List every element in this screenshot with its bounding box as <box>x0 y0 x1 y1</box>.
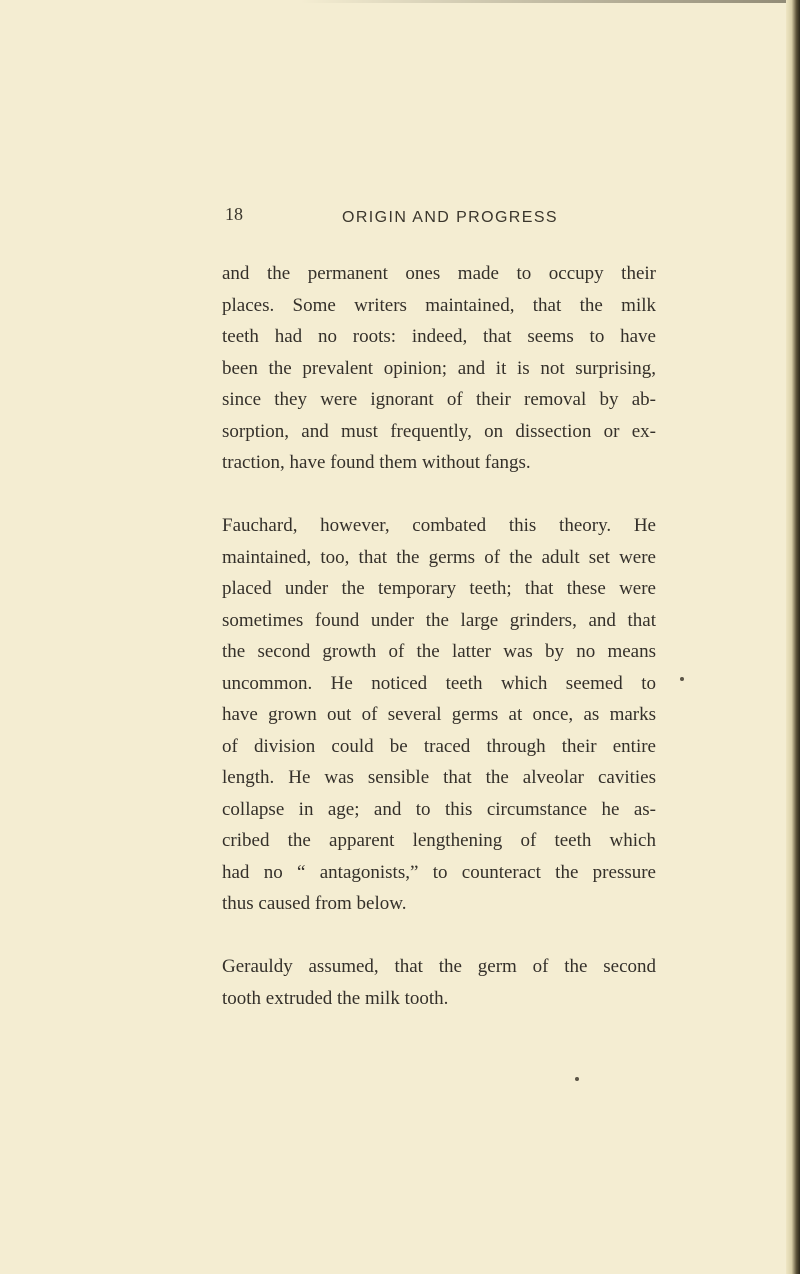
paragraph-1 <box>222 258 656 479</box>
text-line: collapse in age; and to this circumstance he as- <box>222 798 656 820</box>
page-top-shadow <box>300 0 800 3</box>
paragraph-2 <box>222 510 656 920</box>
text-line: cribed the apparent lengthening of teeth which <box>222 830 656 851</box>
text-line: tooth extruded the milk tooth. <box>222 987 449 1009</box>
text-line: the second growth of the latter was by no means <box>222 641 656 662</box>
page-number: 18 <box>225 204 243 224</box>
text-line: Gerauldy assumed, that the germ of the second <box>222 956 656 977</box>
text-line: had no “ antagonists,” to counteract the pressure <box>222 861 656 883</box>
paper-speck <box>680 677 684 681</box>
text-line: since they were ignorant of their removal by ab- <box>222 389 656 410</box>
text-line: placed under the temporary teeth; that these were <box>222 578 656 599</box>
text-line: length. He was sensible that the alveolar cavities <box>222 767 656 788</box>
text-line: of division could be traced through their entire <box>222 735 656 757</box>
text-line: sorption, and must frequently, on dissection or ex- <box>222 420 656 442</box>
body-text <box>222 258 656 1014</box>
text-line: maintained, too, that the germs of the adult set were <box>222 546 656 568</box>
page-binding-shadow <box>786 0 800 1274</box>
text-line: teeth had no roots: indeed, that seems to have <box>222 326 656 347</box>
text-line: and the permanent ones made to occupy their <box>222 263 656 284</box>
text-line: uncommon. He noticed teeth which seemed to <box>222 672 656 694</box>
text-line: sometimes found under the large grinders, and that <box>222 609 656 631</box>
text-line: Fauchard, however, combated this theory. He <box>222 515 656 536</box>
paper-speck <box>575 1077 579 1081</box>
text-line: been the prevalent opinion; and it is not surprising, <box>222 357 656 379</box>
text-line: traction, have found them without fangs. <box>222 452 531 473</box>
text-line: places. Some writers maintained, that the milk <box>222 294 656 316</box>
running-head: ORIGIN AND PROGRESS <box>342 209 558 226</box>
paragraph-3 <box>222 951 656 1014</box>
text-line: thus caused from below. <box>222 893 407 914</box>
text-line: have grown out of several germs at once, as marks <box>222 704 656 725</box>
